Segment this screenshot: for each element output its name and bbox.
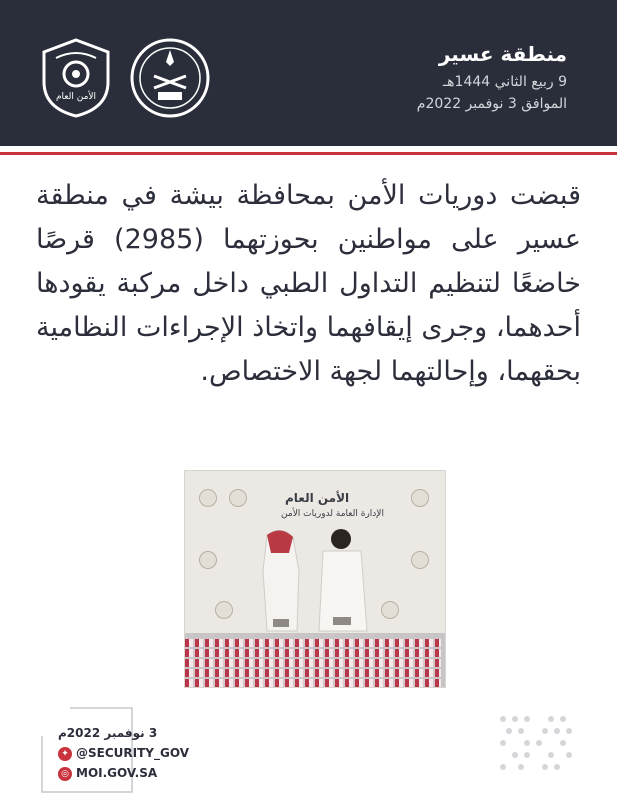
photo-banner-subtitle: الإدارة العامة لدوريات الأمن [281, 509, 384, 519]
public-security-logo [34, 36, 118, 120]
header-bar [0, 0, 617, 146]
footer-date: 3 نوفمبر 2022م [58, 726, 158, 740]
twitter-icon: ✦ [58, 747, 72, 761]
hijri-date: 9 ربيع الثاني 1444هـ [443, 74, 567, 90]
accent-divider [0, 152, 617, 155]
news-body-text: قبضت دوريات الأمن بمحافظة بيشة في منطقة عسير على مواطنين بحوزتهما (2985) قرصًا خاضعًا لتنظيم التداول الطبي داخل مركبة يقودها أحدهما، وجرى إيقافهما واتخاذ الإجراءات النظامية بحقهما، وإحالتهما لجهة الاختصاص. [36, 180, 581, 387]
photo-banner-title: الأمن العام [285, 491, 350, 505]
website-link[interactable]: MOI.GOV.SA [76, 766, 158, 780]
pill-strip-row [185, 659, 441, 667]
public-security-logo-icon [34, 36, 118, 120]
moi-emblem-logo [128, 36, 212, 120]
globe-icon: ◎ [58, 767, 72, 781]
twitter-handle[interactable]: @SECURITY_GOV [76, 746, 189, 760]
seized-pills-table [184, 633, 446, 688]
pill-strip-row [185, 669, 441, 677]
public-security-logo-text: الأمن العام [55, 92, 97, 102]
pill-strip-row [185, 639, 441, 647]
decorative-dot-pattern [500, 716, 576, 776]
moi-emblem-icon [128, 36, 212, 120]
gregorian-date: الموافق 3 نوفمبر 2022م [416, 96, 567, 112]
pill-strip-row [185, 679, 441, 687]
news-photo [184, 470, 446, 688]
region-title: منطقة عسير [438, 42, 567, 66]
footer-website[interactable] [58, 766, 157, 781]
footer-twitter[interactable] [58, 746, 189, 761]
pill-strip-row [185, 649, 441, 657]
